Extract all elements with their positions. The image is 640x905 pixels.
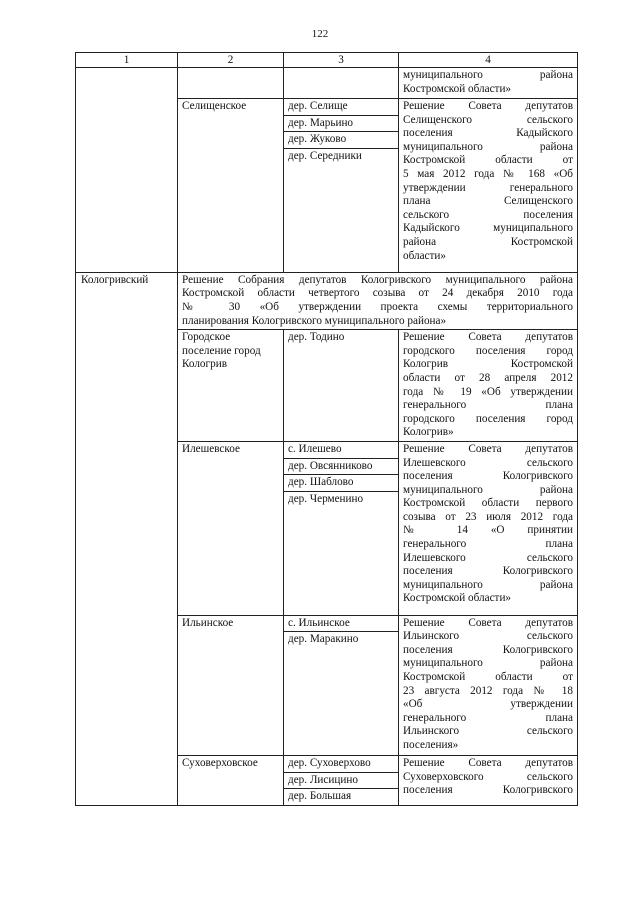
decision-line: плана Селищенского bbox=[403, 195, 573, 208]
decision-line: поселения» bbox=[403, 739, 459, 752]
settlement-cell: Городское поселение город Кологрив bbox=[178, 330, 284, 442]
settlement-cell: Илешевское bbox=[178, 441, 284, 615]
decision-line: муниципального района bbox=[403, 657, 573, 670]
village-cell: дер. Маракино bbox=[284, 632, 399, 756]
decision-line: созыва от 23 июля 2012 года bbox=[403, 510, 573, 523]
decision-line: Решение Совета депутатов bbox=[403, 331, 573, 344]
decision-line: Селищенского сельского bbox=[403, 113, 573, 126]
village-cell bbox=[284, 68, 399, 99]
page-number: 122 bbox=[311, 28, 329, 40]
decision-line: Суховерховского сельского bbox=[403, 770, 573, 783]
village-cell: дер. Шаблово bbox=[284, 475, 399, 492]
decision-cell bbox=[399, 330, 578, 442]
settlement-cell: Селищенское bbox=[178, 99, 284, 273]
decision-line: утверждении генерального bbox=[403, 181, 573, 194]
decision-line: поселения Кологривского bbox=[403, 784, 573, 797]
village-cell: дер. Селище bbox=[284, 99, 399, 116]
settlement-cell: Суховерховское bbox=[178, 756, 284, 806]
decision-cell bbox=[399, 441, 578, 615]
decision-line: 23 августа 2012 года № 18 bbox=[403, 684, 573, 697]
decision-line: Ильинского сельского bbox=[403, 630, 573, 643]
decision-line: поселения Кологривского bbox=[403, 565, 573, 578]
decision-line: Илешевского сельского bbox=[403, 456, 573, 469]
decision-line: генерального плана bbox=[403, 711, 573, 724]
settlement-cell bbox=[178, 68, 284, 99]
decision-line: Ильинского сельского bbox=[403, 725, 573, 738]
decision-line: Решение Собрания депутатов Кологривского муниципального района bbox=[182, 273, 573, 286]
header-col-2: 2 bbox=[178, 53, 284, 68]
decision-line: области» bbox=[403, 249, 446, 262]
header-col-1: 1 bbox=[76, 53, 178, 68]
decision-line: Костромской области» bbox=[403, 82, 512, 95]
village-cell: с. Ильинское bbox=[284, 615, 399, 632]
decision-line: года № 19 «Об утверждении bbox=[403, 385, 573, 398]
village-cell: дер. Середники bbox=[284, 148, 399, 272]
decision-line: Костромской области четвертого созыва от 24 декабря 2010 года bbox=[182, 287, 573, 300]
decision-line: Решение Совета депутатов bbox=[403, 442, 573, 455]
decision-line: городского поселения город bbox=[403, 412, 573, 425]
decision-line: Илешевского сельского bbox=[403, 551, 573, 564]
header-row bbox=[76, 53, 578, 68]
decision-cell bbox=[399, 99, 578, 273]
decision-line: Костромской области от bbox=[403, 154, 573, 167]
decision-line: муниципального района bbox=[403, 578, 573, 591]
decision-line: поселения Кадыйского bbox=[403, 127, 573, 140]
decision-line: Решение Совета депутатов bbox=[403, 100, 573, 112]
header-col-3: 3 bbox=[284, 53, 399, 68]
territorial-planning-table bbox=[75, 52, 578, 806]
decision-line: Решение Совета депутатов bbox=[403, 616, 573, 629]
decision-line: сельского поселения bbox=[403, 208, 573, 221]
decision-line: Костромской области от bbox=[403, 671, 573, 684]
header-col-4: 4 bbox=[399, 53, 578, 68]
settlement-cell: Ильинское bbox=[178, 615, 284, 756]
decision-cell bbox=[399, 756, 578, 806]
decision-line: генерального плана bbox=[403, 538, 573, 551]
decision-line: городского поселения город bbox=[403, 344, 573, 357]
decision-line: Кадыйского муниципального bbox=[403, 222, 573, 235]
decision-line: Кологрив Костромской bbox=[403, 358, 573, 371]
decision-line: Решение Совета депутатов bbox=[403, 757, 573, 770]
village-cell: дер. Тодино bbox=[284, 330, 399, 442]
decision-line: муниципального района bbox=[403, 483, 573, 496]
decision-cell bbox=[399, 615, 578, 756]
decision-line: № 30 «Об утверждении проекта схемы территориального bbox=[182, 300, 573, 313]
village-cell: дер. Большая bbox=[284, 789, 399, 806]
decision-cell bbox=[399, 68, 578, 99]
decision-line: поселения Кологривского bbox=[403, 643, 573, 656]
decision-line: муниципального района bbox=[403, 140, 573, 153]
village-cell: дер. Черменино bbox=[284, 491, 399, 615]
village-cell: с. Илешево bbox=[284, 441, 399, 458]
decision-line: 5 мая 2012 года № 168 «Об bbox=[403, 167, 573, 180]
decision-line: муниципального района bbox=[403, 69, 573, 81]
decision-line: Кологрив» bbox=[403, 426, 454, 439]
village-cell: дер. Марьино bbox=[284, 115, 399, 132]
decision-line: генерального плана bbox=[403, 399, 573, 412]
decision-line: Костромской области» bbox=[403, 592, 512, 605]
village-cell: дер. Лисицино bbox=[284, 772, 399, 789]
district-decision-cell bbox=[178, 272, 578, 329]
village-cell: дер. Жуково bbox=[284, 132, 399, 149]
table-row bbox=[76, 272, 578, 329]
decision-line: планирования Кологривского муниципального района» bbox=[182, 314, 447, 327]
decision-line: № 14 «О принятии bbox=[403, 524, 573, 537]
village-cell: дер. Овсянниково bbox=[284, 458, 399, 475]
decision-line: района Костромской bbox=[403, 235, 573, 248]
district-cell bbox=[76, 68, 178, 273]
decision-line: Костромской области первого bbox=[403, 497, 573, 510]
district-cell: Кологривский bbox=[76, 272, 178, 805]
village-cell: дер. Суховерхово bbox=[284, 756, 399, 773]
decision-line: поселения Кологривского bbox=[403, 470, 573, 483]
table-row bbox=[76, 68, 578, 99]
decision-line: области от 28 апреля 2012 bbox=[403, 371, 573, 384]
decision-line: «Об утверждении bbox=[403, 698, 573, 711]
